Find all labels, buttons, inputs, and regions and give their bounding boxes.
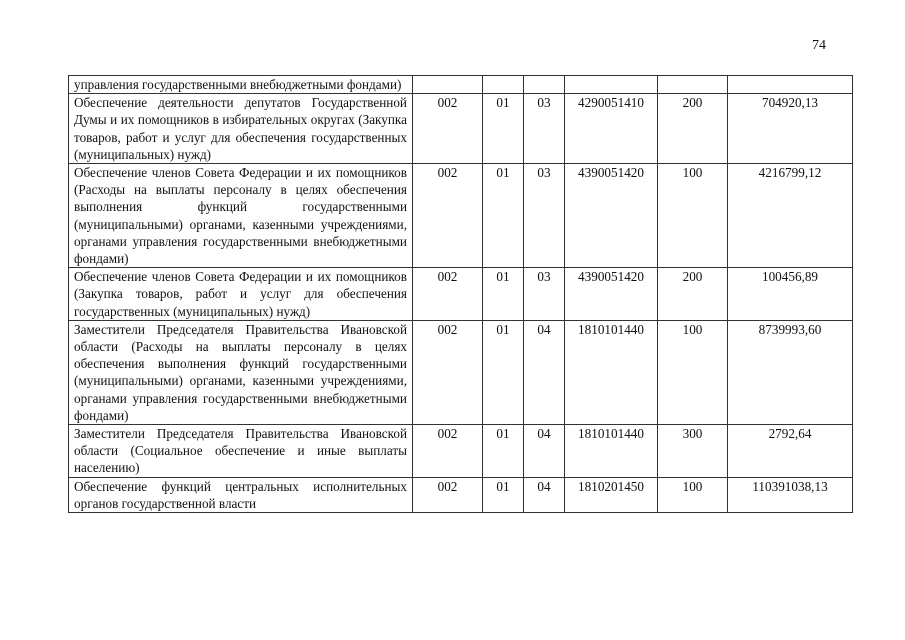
- row-description: управления государственными внебюджетными фондами): [69, 76, 413, 94]
- row-description: Обеспечение членов Совета Федерации и их помощников (Расходы на выплаты персоналу в целях обеспечения выполнения функций государственными (муниципальными) органами, казенными учреждениями, органами управления государственными внебюджетными фондами): [69, 164, 413, 268]
- section-code: 01: [483, 320, 524, 424]
- table-row: [69, 94, 853, 164]
- target-article-code: [565, 76, 658, 94]
- amount: 704920,13: [728, 94, 853, 164]
- budget-table-body: [69, 76, 853, 513]
- section-code: 01: [483, 425, 524, 478]
- table-row: [69, 164, 853, 268]
- target-article-code: 4390051420: [565, 164, 658, 268]
- subsection-code: 03: [524, 94, 565, 164]
- expense-type-code: 100: [658, 320, 728, 424]
- expense-type-code: 200: [658, 94, 728, 164]
- admin-code: 002: [413, 320, 483, 424]
- page-number: 74: [812, 38, 826, 53]
- expense-type-code: [658, 76, 728, 94]
- admin-code: [413, 76, 483, 94]
- section-code: 01: [483, 477, 524, 512]
- table-row: [69, 477, 853, 512]
- subsection-code: 04: [524, 425, 565, 478]
- row-description: Обеспечение членов Совета Федерации и их помощников (Закупка товаров, работ и услуг для обеспечения государственных (муниципальных) нужд): [69, 268, 413, 321]
- section-code: 01: [483, 268, 524, 321]
- amount: [728, 76, 853, 94]
- expense-type-code: 100: [658, 164, 728, 268]
- amount: 100456,89: [728, 268, 853, 321]
- subsection-code: 03: [524, 164, 565, 268]
- subsection-code: 04: [524, 477, 565, 512]
- subsection-code: [524, 76, 565, 94]
- target-article-code: 1810101440: [565, 425, 658, 478]
- admin-code: 002: [413, 477, 483, 512]
- row-description: Обеспечение функций центральных исполнительных органов государственной власти: [69, 477, 413, 512]
- expense-type-code: 300: [658, 425, 728, 478]
- row-description: Обеспечение деятельности депутатов Государственной Думы и их помощников в избирательных округах (Закупка товаров, работ и услуг для обеспечения государственных (муниципальных) нужд): [69, 94, 413, 164]
- section-code: 01: [483, 164, 524, 268]
- section-code: [483, 76, 524, 94]
- table-row: [69, 76, 853, 94]
- amount: 110391038,13: [728, 477, 853, 512]
- table-row: [69, 268, 853, 321]
- admin-code: 002: [413, 94, 483, 164]
- expense-type-code: 100: [658, 477, 728, 512]
- target-article-code: 1810101440: [565, 320, 658, 424]
- section-code: 01: [483, 94, 524, 164]
- target-article-code: 1810201450: [565, 477, 658, 512]
- budget-table: [68, 75, 853, 513]
- table-row: [69, 320, 853, 424]
- amount: 4216799,12: [728, 164, 853, 268]
- admin-code: 002: [413, 268, 483, 321]
- row-description: Заместители Председателя Правительства Ивановской области (Расходы на выплаты персоналу в целях обеспечения выполнения функций государственными (муниципальными) органами, казенными учреждениями, органами управления государственными внебюджетными фондами): [69, 320, 413, 424]
- subsection-code: 04: [524, 320, 565, 424]
- subsection-code: 03: [524, 268, 565, 321]
- admin-code: 002: [413, 425, 483, 478]
- admin-code: 002: [413, 164, 483, 268]
- amount: 2792,64: [728, 425, 853, 478]
- table-row: [69, 425, 853, 478]
- target-article-code: 4390051420: [565, 268, 658, 321]
- expense-type-code: 200: [658, 268, 728, 321]
- row-description: Заместители Председателя Правительства Ивановской области (Социальное обеспечение и иные выплаты населению): [69, 425, 413, 478]
- amount: 8739993,60: [728, 320, 853, 424]
- target-article-code: 4290051410: [565, 94, 658, 164]
